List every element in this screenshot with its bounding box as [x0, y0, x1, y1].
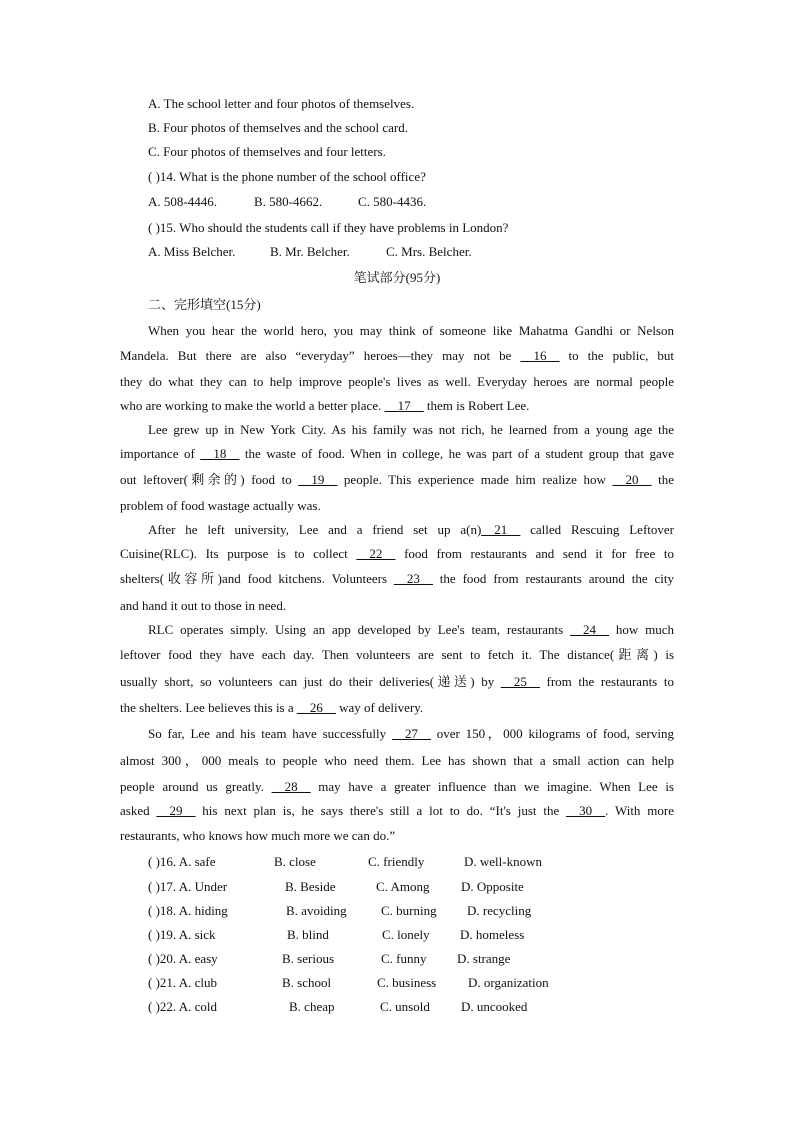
choice-22-b: B. cheap: [289, 999, 335, 1014]
choice-22-a: ( )22. A. cold: [148, 999, 217, 1014]
q13-option-c: C. Four photos of themselves and four letters.: [148, 144, 386, 159]
passage-line: When you hear the world hero, you may think of someone like Mahatma Gandhi or Nelson: [148, 323, 674, 338]
choice-19-c: C. lonely: [382, 927, 430, 942]
passage-line: shelters(收容所)and food kitchens. Volunteers __23__ the food from restaurants around the city: [120, 571, 675, 586]
q15-stem: ( )15. Who should the students call if they have problems in London?: [148, 220, 509, 235]
blank-22: __22__: [356, 546, 396, 561]
passage-line: importance of __18__ the waste of food. When in college, he was part of a student group that gave: [120, 446, 674, 461]
choice-21-b: B. school: [282, 975, 332, 990]
part-title: 二、完形填空(15分): [148, 297, 261, 312]
choice-22-d: D. uncooked: [461, 999, 528, 1014]
passage-line: Mandela. But there are also “everyday” heroes—they may not be __16__ to the public, but: [120, 348, 674, 363]
q13-option-a: A. The school letter and four photos of themselves.: [148, 96, 415, 111]
choice-22-c: C. unsold: [380, 999, 430, 1014]
choice-16-b: B. close: [274, 854, 316, 869]
blank-20: __20__: [612, 472, 652, 487]
choice-18-c: C. burning: [381, 903, 437, 918]
passage-line: out leftover(剩余的) food to __19__ people. This experience made him realize how __20__ the: [120, 472, 675, 487]
section-title: 笔试部分(95分): [353, 270, 441, 285]
blank-19: __19__: [298, 472, 338, 487]
q14-option-c: C. 580-4436.: [358, 194, 427, 209]
choice-17-a: ( )17. A. Under: [148, 879, 228, 894]
passage-line: asked __29__ his next plan is, he says there's still a lot to do. “It's just the __30__. With more: [120, 803, 674, 818]
passage-line: usually short, so volunteers can just do their deliveries(递送) by __25__ from the restaurants to: [120, 674, 674, 689]
choice-21-a: ( )21. A. club: [148, 975, 217, 990]
q14-stem: ( )14. What is the phone number of the school office?: [148, 169, 426, 184]
blank-30: __30__: [566, 803, 606, 818]
choice-16-a: ( )16. A. safe: [148, 854, 216, 869]
blank-17: __17__: [384, 398, 424, 413]
q15-option-b: B. Mr. Belcher.: [270, 244, 350, 259]
passage-line: problem of food wastage actually was.: [120, 498, 321, 513]
passage-line: After he left university, Lee and a friend set up a(n)__21__ called Rescuing Leftover: [148, 522, 674, 537]
choice-20-d: D. strange: [457, 951, 511, 966]
blank-18: __18__: [200, 446, 240, 461]
passage-line: the shelters. Lee believes this is a __26__ way of delivery.: [120, 700, 424, 715]
blank-27: __27__: [391, 726, 431, 741]
passage-line: RLC operates simply. Using an app developed by Lee's team, restaurants __24__ how much: [148, 622, 674, 637]
q15-option-a: A. Miss Belcher.: [148, 244, 236, 259]
blank-29: __29__: [156, 803, 196, 818]
passage-line: Cuisine(RLC). Its purpose is to collect __22__ food from restaurants and send it for free to: [120, 546, 674, 561]
passage-line: almost 300，000 meals to people who need them. Lee has shown that a small action can help: [120, 753, 674, 768]
q14-option-b: B. 580-4662.: [254, 194, 323, 209]
choice-19-b: B. blind: [287, 927, 329, 942]
choice-18-a: ( )18. A. hiding: [148, 903, 228, 918]
q13-option-b: B. Four photos of themselves and the school card.: [148, 120, 408, 135]
blank-28: __28__: [271, 779, 311, 794]
choice-21-d: D. organization: [468, 975, 549, 990]
passage-line: people around us greatly. __28__ may have a greater influence than we imagine. When Lee is: [120, 779, 674, 794]
q15-option-c: C. Mrs. Belcher.: [386, 244, 472, 259]
choice-18-d: D. recycling: [467, 903, 532, 918]
passage-line: Lee grew up in New York City. As his family was not rich, he learned from a young age the: [148, 422, 674, 437]
choice-19-d: D. homeless: [460, 927, 525, 942]
passage-line: they do what they can to help improve people's lives as well. Everyday heroes are normal people: [120, 374, 674, 389]
choice-16-c: C. friendly: [368, 854, 425, 869]
choice-18-b: B. avoiding: [286, 903, 347, 918]
choice-20-b: B. serious: [282, 951, 334, 966]
q14-option-a: A. 508-4446.: [148, 194, 217, 209]
passage-line: leftover food they have each day. Then volunteers are sent to fetch it. The distance(距离) is: [120, 647, 674, 662]
blank-24: __24__: [570, 622, 610, 637]
passage-line: restaurants, who knows how much more we can do.”: [120, 828, 396, 843]
passage-line: who are working to make the world a better place. __17__ them is Robert Lee.: [120, 398, 530, 413]
choice-17-d: D. Opposite: [461, 879, 524, 894]
choice-19-a: ( )19. A. sick: [148, 927, 216, 942]
choice-20-c: C. funny: [381, 951, 427, 966]
blank-25: __25__: [500, 674, 540, 689]
choice-21-c: C. business: [377, 975, 437, 990]
blank-23: __23__: [393, 571, 433, 586]
blank-21: __21__: [481, 522, 521, 537]
choice-17-b: B. Beside: [285, 879, 336, 894]
blank-16: __16__: [520, 348, 560, 363]
blank-26: __26__: [296, 700, 336, 715]
passage-line: and hand it out to those in need.: [120, 598, 287, 613]
choice-17-c: C. Among: [376, 879, 430, 894]
passage-line: So far, Lee and his team have successfully __27__ over 150，000 kilograms of food, serving: [148, 726, 674, 741]
choice-16-d: D. well-known: [464, 854, 542, 869]
choice-20-a: ( )20. A. easy: [148, 951, 218, 966]
